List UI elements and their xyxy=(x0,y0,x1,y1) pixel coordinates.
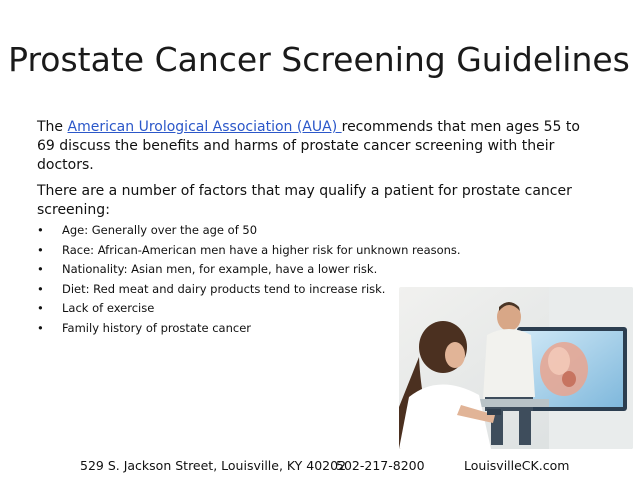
list-item-text: Age: Generally over the age of 50 xyxy=(62,223,258,237)
aua-link[interactable]: American Urological Association (AUA) xyxy=(67,119,342,135)
list-item xyxy=(37,280,461,300)
list-item xyxy=(37,319,461,339)
footer-website[interactable]: LouisvilleCK.com xyxy=(464,458,570,473)
footer-address: 529 S. Jackson Street, Louisville, KY 40202 xyxy=(80,458,347,473)
list-item xyxy=(37,221,461,241)
slide-title: Prostate Cancer Screening Guidelines xyxy=(8,40,630,79)
list-item-text: Race: African-American men have a higher risk for unknown reasons. xyxy=(62,242,461,257)
bullet-icon: • xyxy=(37,301,44,315)
list-item xyxy=(37,299,461,319)
bullet-icon: • xyxy=(37,242,44,257)
doctor-face xyxy=(445,342,465,368)
bullet-icon: • xyxy=(37,281,44,296)
doctor-patient-photo xyxy=(399,287,633,449)
intro-prefix: The xyxy=(37,119,68,135)
bullet-icon: • xyxy=(37,262,44,276)
bullet-icon: • xyxy=(37,320,44,335)
intro-paragraph xyxy=(37,118,597,175)
list-item-text: Lack of exercise xyxy=(62,301,155,315)
patient-shirt xyxy=(483,329,535,399)
footer-phone: 502-217-8200 xyxy=(336,458,425,473)
risk-factor-list xyxy=(37,221,461,338)
list-item-text: Family history of prostate cancer xyxy=(62,320,251,335)
intro-suffix: recommends that men ages 55 to 69 discuss the benefits and harms of prostate cancer screening with their doctors. xyxy=(37,119,580,173)
list-item xyxy=(37,260,461,280)
list-item xyxy=(37,241,461,261)
list-item-text: Diet: Red meat and dairy products tend to increase risk. xyxy=(62,281,386,296)
list-item-text: Nationality: Asian men, for example, have a lower risk. xyxy=(62,262,378,276)
factors-paragraph: There are a number of factors that may qualify a patient for prostate cancer screening: xyxy=(37,183,572,218)
bullet-icon: • xyxy=(37,223,44,237)
photo-illustration xyxy=(399,287,633,449)
